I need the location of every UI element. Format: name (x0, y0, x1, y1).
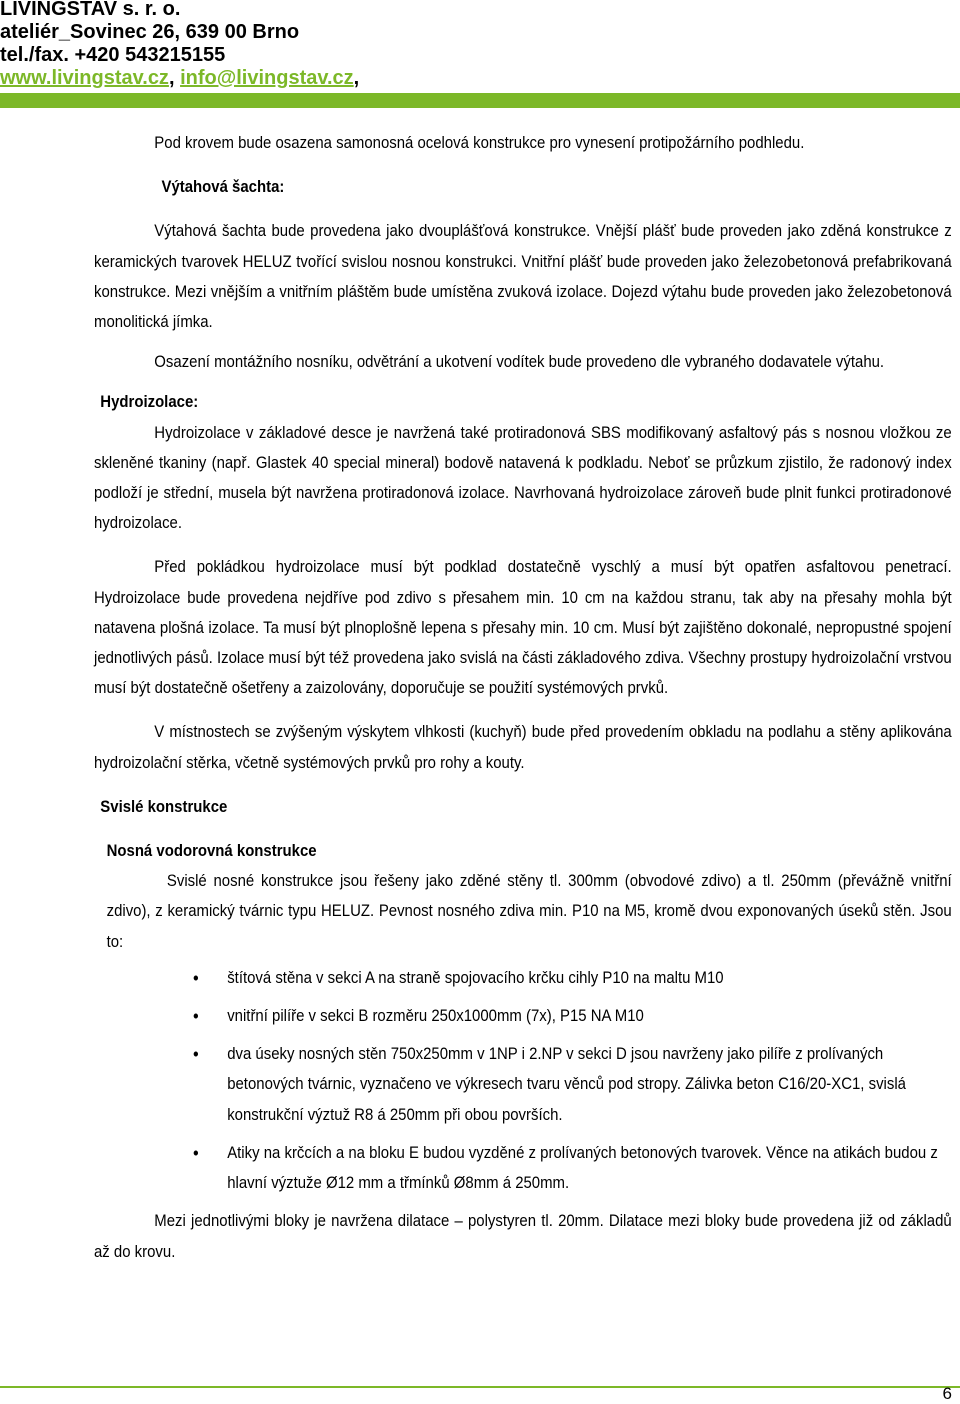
company-address: ateliér_Sovinec 26, 639 00 Brno (0, 21, 300, 43)
list-item (193, 1138, 951, 1198)
list-item-text: Atiky na krčcích a na bloku E budou vyzděné z prolívaných betonových tvarovek. Věnce na atikách budou z hlavní výztuže Ø12 mm a třmínků Ø8mm á 250mm. (227, 1142, 938, 1193)
header-accent-bar (0, 93, 960, 108)
bullet-icon: • (193, 967, 199, 988)
bullet-icon: • (193, 1044, 199, 1065)
bullet-list (94, 963, 952, 1198)
company-phone: tel./fax. +420 543215155 (0, 44, 226, 66)
list-item-text: dva úseky nosných stěn 750x250mm v 1NP i 2.NP v sekci D jsou navrženy jako pilíře z prolívaných betonových tvárnic, vyznačeno ve výkresech tvaru věnců pod stropy. Zálivka beton C16/20-XC1, svislá konstrukční výztuž R8 á 250mm při obou površích. (227, 1044, 906, 1124)
contact-trailing-comma: , (353, 67, 360, 89)
page-number: 6 (942, 1384, 952, 1403)
heading-svisle-konstrukce: Svislé konstrukce (100, 796, 228, 816)
heading-vytahova-sachta: Výtahová šachta: (161, 177, 285, 197)
paragraph-dilatace: Mezi jednotlivými bloky je navržena dilatace – polystyren tl. 20mm. Dilatace mezi bloky bude provedena již od základů až do krovu. (94, 1211, 952, 1261)
list-item-text: štítová stěna v sekci A na straně spojovacího krčku cihly P10 na maltu M10 (227, 967, 724, 987)
bullet-icon: • (193, 1006, 199, 1027)
paragraph-vytah-2: Osazení montážního nosníku, odvětrání a ukotvení vodítek bude provedeno dle vybraného dodavatele výtahu. (154, 352, 885, 372)
paragraph-hydro-1: Hydroizolace v základové desce je navržená také protiradonová SBS modifikovaný asfaltový pás s nosnou vložkou ze skleněné tkaniny (např. Glastek 40 special mineral) bodově natavená k podkladu. Neboť se průzkum zjistilo, že radonový index podloží je střední, musela být navržena protiradonová izolace. Navrhovaná hydroizolace zároveň bude plnit funkci protiradonové hydroizolace. (94, 422, 952, 533)
document-body (94, 128, 952, 1267)
bullet-icon: • (193, 1142, 199, 1163)
list-item (193, 1001, 951, 1031)
contact-separator: , (168, 67, 181, 89)
website-link[interactable]: www.livingstav.cz (0, 67, 169, 89)
letterhead (0, 0, 960, 90)
email-link[interactable]: info@livingstav.cz (180, 67, 354, 89)
paragraph-hydro-2: Před pokládkou hydroizolace musí být podklad dostatečně vyschlý a musí být opatřen asfaltovou penetrací. Hydroizolace bude provedena nejdříve pod zdivo s přesahem min. 10 cm na každou stranu, tak aby na přesahy mohla být natavena plošná izolace. Ta musí být plnoplošně lepena s přesahy min. 10 cm. Musí být zajištěno dokonalé, nepropustné spojení jednotlivých pásů. Izolace musí být též provedena jako svislá na části základového zdiva. Všechny prostupy hydroizolační vrstvou musí být dostatečně ošetřeny a zaizolovány, doporučuje se použití systémových prvků. (94, 557, 952, 698)
paragraph-hydro-3: V místnostech se zvýšeným výskytem vlhkosti (kuchyň) bude před provedením obkladu na podlahu a stěny aplikována hydroizolační stěrka, včetně systémových prvků pro rohy a kouty. (94, 722, 952, 772)
footer-accent-bar (0, 1386, 960, 1388)
list-item (193, 1039, 951, 1130)
heading-nosna-vodorovna-konstrukce: Nosná vodorovná konstrukce (106, 841, 317, 861)
paragraph-vytah-1: Výtahová šachta bude provedena jako dvouplášťová konstrukce. Vnější plášť bude proveden jako zděná konstrukce z keramických tvarovek HELUZ tvořící svislou nosnou konstrukci. Vnitřní plášť bude proveden jako železobetonová prefabrikovaná konstrukce. Mezi vnějším a vnitřním pláštěm bude umístěna zvuková izolace. Dojezd výtahu bude proveden jako železobetonová monolitická jímka. (94, 221, 952, 332)
paragraph-nosna: Svislé nosné konstrukce jsou řešeny jako zděné stěny tl. 300mm (obvodové zdivo) a tl. 250mm (převážně vnitřní zdivo), z keramický tvárnic typu HELUZ. Pevnost nosného zdiva min. P10 na M5, kromě dvou exponovaných úseků stěn. Jsou to: (106, 871, 952, 951)
paragraph-podhled: Pod krovem bude osazena samonosná ocelová konstrukce pro vynesení protipožárního podhledu. (154, 133, 805, 152)
company-name: LIVINGSTAV s. r. o. (0, 0, 181, 20)
company-contacts (0, 67, 960, 90)
list-item-text: vnitřní pilíře v sekci B rozměru 250x1000mm (7x), P15 NA M10 (227, 1006, 644, 1026)
heading-hydroizolace: Hydroizolace: (100, 392, 199, 412)
list-item (193, 963, 951, 993)
